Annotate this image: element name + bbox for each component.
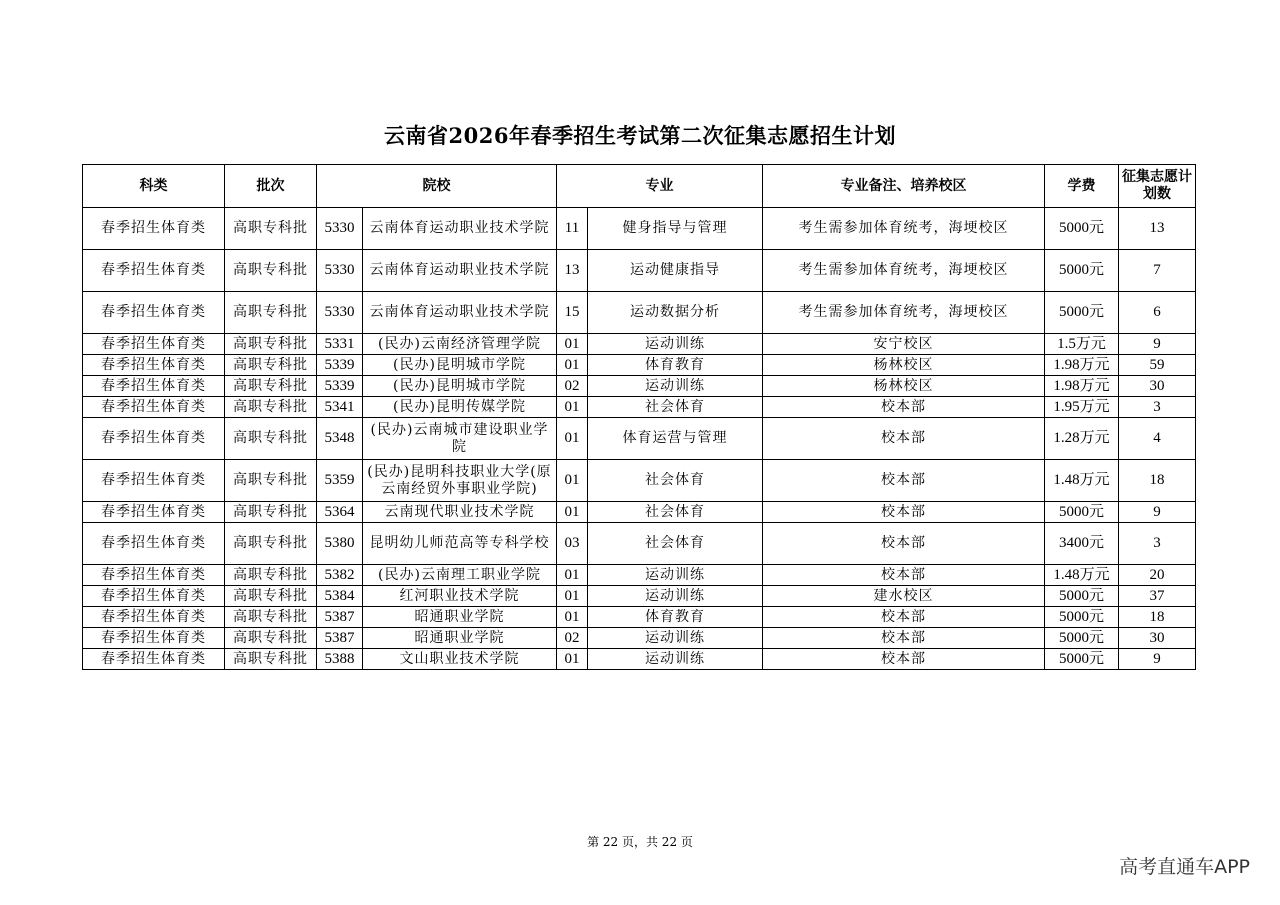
cell-quota: 37	[1119, 586, 1196, 607]
cell-fee: 1.5万元	[1045, 334, 1119, 355]
cell-category: 春季招生体育类	[83, 586, 225, 607]
cell-batch: 高职专科批	[225, 208, 317, 250]
cell-category: 春季招生体育类	[83, 607, 225, 628]
cell-school-code: 5380	[317, 523, 363, 565]
table-row	[83, 565, 1196, 586]
table-row	[83, 607, 1196, 628]
cell-batch: 高职专科批	[225, 628, 317, 649]
cell-category: 春季招生体育类	[83, 523, 225, 565]
header-batch: 批次	[225, 165, 317, 208]
cell-school-name: 昭通职业学院	[363, 607, 557, 628]
cell-school-name: 文山职业技术学院	[363, 649, 557, 670]
cell-quota: 20	[1119, 565, 1196, 586]
cell-major-code: 02	[557, 376, 588, 397]
cell-school-code: 5330	[317, 250, 363, 292]
cell-major-name: 体育运营与管理	[588, 418, 763, 460]
cell-category: 春季招生体育类	[83, 502, 225, 523]
cell-quota: 3	[1119, 523, 1196, 565]
cell-category: 春季招生体育类	[83, 376, 225, 397]
cell-school-name: (民办)云南城市建设职业学院	[363, 418, 557, 460]
cell-major-name: 运动数据分析	[588, 292, 763, 334]
cell-note: 考生需参加体育统考，海埂校区	[763, 250, 1045, 292]
cell-batch: 高职专科批	[225, 376, 317, 397]
cell-quota: 3	[1119, 397, 1196, 418]
cell-note: 校本部	[763, 628, 1045, 649]
cell-school-code: 5330	[317, 208, 363, 250]
cell-category: 春季招生体育类	[83, 292, 225, 334]
cell-batch: 高职专科批	[225, 292, 317, 334]
cell-school-name: 红河职业技术学院	[363, 586, 557, 607]
cell-school-code: 5388	[317, 649, 363, 670]
cell-batch: 高职专科批	[225, 649, 317, 670]
cell-school-name: (民办)云南经济管理学院	[363, 334, 557, 355]
cell-major-name: 运动训练	[588, 628, 763, 649]
cell-quota: 9	[1119, 649, 1196, 670]
cell-note: 校本部	[763, 649, 1045, 670]
page-number: 第 22 页，共 22 页	[587, 835, 693, 849]
cell-fee: 5000元	[1045, 292, 1119, 334]
cell-note: 考生需参加体育统考，海埂校区	[763, 292, 1045, 334]
table-row	[83, 250, 1196, 292]
cell-major-code: 02	[557, 628, 588, 649]
cell-batch: 高职专科批	[225, 355, 317, 376]
cell-fee: 1.48万元	[1045, 565, 1119, 586]
cell-note: 校本部	[763, 418, 1045, 460]
cell-school-code: 5341	[317, 397, 363, 418]
cell-major-code: 03	[557, 523, 588, 565]
cell-batch: 高职专科批	[225, 586, 317, 607]
cell-major-code: 01	[557, 460, 588, 502]
cell-category: 春季招生体育类	[83, 208, 225, 250]
cell-batch: 高职专科批	[225, 565, 317, 586]
cell-quota: 18	[1119, 607, 1196, 628]
table-row	[83, 418, 1196, 460]
cell-major-code: 11	[557, 208, 588, 250]
cell-quota: 4	[1119, 418, 1196, 460]
cell-major-name: 体育教育	[588, 355, 763, 376]
cell-fee: 1.98万元	[1045, 376, 1119, 397]
cell-major-code: 15	[557, 292, 588, 334]
cell-school-name: 云南现代职业技术学院	[363, 502, 557, 523]
table-row	[83, 334, 1196, 355]
cell-major-name: 运动训练	[588, 376, 763, 397]
cell-fee: 5000元	[1045, 607, 1119, 628]
cell-quota: 6	[1119, 292, 1196, 334]
cell-school-code: 5387	[317, 628, 363, 649]
table-row	[83, 628, 1196, 649]
cell-note: 校本部	[763, 460, 1045, 502]
cell-major-code: 01	[557, 607, 588, 628]
cell-major-name: 社会体育	[588, 523, 763, 565]
table-row	[83, 502, 1196, 523]
cell-quota: 7	[1119, 250, 1196, 292]
cell-fee: 5000元	[1045, 586, 1119, 607]
cell-school-code: 5330	[317, 292, 363, 334]
header-note: 专业备注、培养校区	[763, 165, 1045, 208]
cell-major-name: 运动训练	[588, 649, 763, 670]
cell-school-name: 昭通职业学院	[363, 628, 557, 649]
cell-school-name: 云南体育运动职业技术学院	[363, 292, 557, 334]
cell-major-code: 01	[557, 355, 588, 376]
cell-major-name: 社会体育	[588, 460, 763, 502]
cell-quota: 9	[1119, 334, 1196, 355]
cell-school-code: 5331	[317, 334, 363, 355]
cell-category: 春季招生体育类	[83, 250, 225, 292]
cell-major-name: 运动训练	[588, 565, 763, 586]
cell-quota: 59	[1119, 355, 1196, 376]
cell-major-name: 运动训练	[588, 586, 763, 607]
app-watermark: 高考直通车APP	[1119, 856, 1250, 878]
cell-school-name: 云南体育运动职业技术学院	[363, 208, 557, 250]
enrollment-plan-table	[82, 164, 1196, 670]
cell-school-code: 5339	[317, 376, 363, 397]
cell-quota: 30	[1119, 376, 1196, 397]
cell-fee: 5000元	[1045, 628, 1119, 649]
table-body	[83, 208, 1196, 670]
table-row	[83, 460, 1196, 502]
cell-note: 考生需参加体育统考，海埂校区	[763, 208, 1045, 250]
cell-batch: 高职专科批	[225, 397, 317, 418]
cell-major-code: 01	[557, 334, 588, 355]
cell-category: 春季招生体育类	[83, 418, 225, 460]
cell-school-name: (民办)云南理工职业学院	[363, 565, 557, 586]
cell-school-code: 5382	[317, 565, 363, 586]
cell-quota: 30	[1119, 628, 1196, 649]
cell-batch: 高职专科批	[225, 502, 317, 523]
cell-note: 校本部	[763, 607, 1045, 628]
cell-school-name: (民办)昆明科技职业大学(原云南经贸外事职业学院)	[363, 460, 557, 502]
cell-school-name: (民办)昆明传媒学院	[363, 397, 557, 418]
cell-category: 春季招生体育类	[83, 334, 225, 355]
cell-school-name: 云南体育运动职业技术学院	[363, 250, 557, 292]
cell-major-name: 运动健康指导	[588, 250, 763, 292]
table-row	[83, 376, 1196, 397]
table-row	[83, 208, 1196, 250]
table-row	[83, 397, 1196, 418]
cell-school-code: 5387	[317, 607, 363, 628]
cell-fee: 5000元	[1045, 649, 1119, 670]
cell-note: 校本部	[763, 565, 1045, 586]
cell-category: 春季招生体育类	[83, 397, 225, 418]
cell-fee: 1.95万元	[1045, 397, 1119, 418]
cell-fee: 1.98万元	[1045, 355, 1119, 376]
cell-school-code: 5339	[317, 355, 363, 376]
table-header-row	[83, 165, 1196, 208]
table-row	[83, 523, 1196, 565]
cell-fee: 5000元	[1045, 502, 1119, 523]
document-title: 云南省2026年春季招生考试第二次征集志愿招生计划	[384, 123, 896, 148]
header-quota: 征集志愿计划数	[1119, 165, 1196, 208]
cell-major-name: 健身指导与管理	[588, 208, 763, 250]
cell-school-name: (民办)昆明城市学院	[363, 376, 557, 397]
cell-school-code: 5364	[317, 502, 363, 523]
cell-fee: 3400元	[1045, 523, 1119, 565]
cell-batch: 高职专科批	[225, 418, 317, 460]
cell-major-code: 01	[557, 649, 588, 670]
cell-major-code: 01	[557, 586, 588, 607]
cell-major-code: 01	[557, 502, 588, 523]
cell-note: 建水校区	[763, 586, 1045, 607]
cell-fee: 5000元	[1045, 208, 1119, 250]
table-row	[83, 586, 1196, 607]
cell-category: 春季招生体育类	[83, 649, 225, 670]
cell-quota: 13	[1119, 208, 1196, 250]
cell-batch: 高职专科批	[225, 523, 317, 565]
cell-school-code: 5384	[317, 586, 363, 607]
cell-major-name: 体育教育	[588, 607, 763, 628]
cell-category: 春季招生体育类	[83, 628, 225, 649]
cell-note: 安宁校区	[763, 334, 1045, 355]
header-school: 院校	[317, 165, 557, 208]
cell-major-code: 01	[557, 397, 588, 418]
cell-major-code: 01	[557, 418, 588, 460]
cell-batch: 高职专科批	[225, 334, 317, 355]
cell-major-code: 13	[557, 250, 588, 292]
cell-fee: 1.48万元	[1045, 460, 1119, 502]
cell-batch: 高职专科批	[225, 250, 317, 292]
cell-note: 校本部	[763, 397, 1045, 418]
cell-batch: 高职专科批	[225, 607, 317, 628]
cell-major-code: 01	[557, 565, 588, 586]
cell-note: 杨林校区	[763, 376, 1045, 397]
cell-note: 杨林校区	[763, 355, 1045, 376]
cell-school-code: 5348	[317, 418, 363, 460]
cell-fee: 5000元	[1045, 250, 1119, 292]
cell-school-name: (民办)昆明城市学院	[363, 355, 557, 376]
cell-note: 校本部	[763, 523, 1045, 565]
cell-batch: 高职专科批	[225, 460, 317, 502]
cell-quota: 9	[1119, 502, 1196, 523]
cell-quota: 18	[1119, 460, 1196, 502]
cell-fee: 1.28万元	[1045, 418, 1119, 460]
cell-major-name: 社会体育	[588, 502, 763, 523]
header-category: 科类	[83, 165, 225, 208]
table-row	[83, 292, 1196, 334]
cell-category: 春季招生体育类	[83, 565, 225, 586]
cell-note: 校本部	[763, 502, 1045, 523]
cell-category: 春季招生体育类	[83, 460, 225, 502]
cell-major-name: 社会体育	[588, 397, 763, 418]
cell-school-name: 昆明幼儿师范高等专科学校	[363, 523, 557, 565]
cell-category: 春季招生体育类	[83, 355, 225, 376]
cell-school-code: 5359	[317, 460, 363, 502]
cell-major-name: 运动训练	[588, 334, 763, 355]
header-major: 专业	[557, 165, 763, 208]
table-row	[83, 649, 1196, 670]
table-row	[83, 355, 1196, 376]
header-fee: 学费	[1045, 165, 1119, 208]
